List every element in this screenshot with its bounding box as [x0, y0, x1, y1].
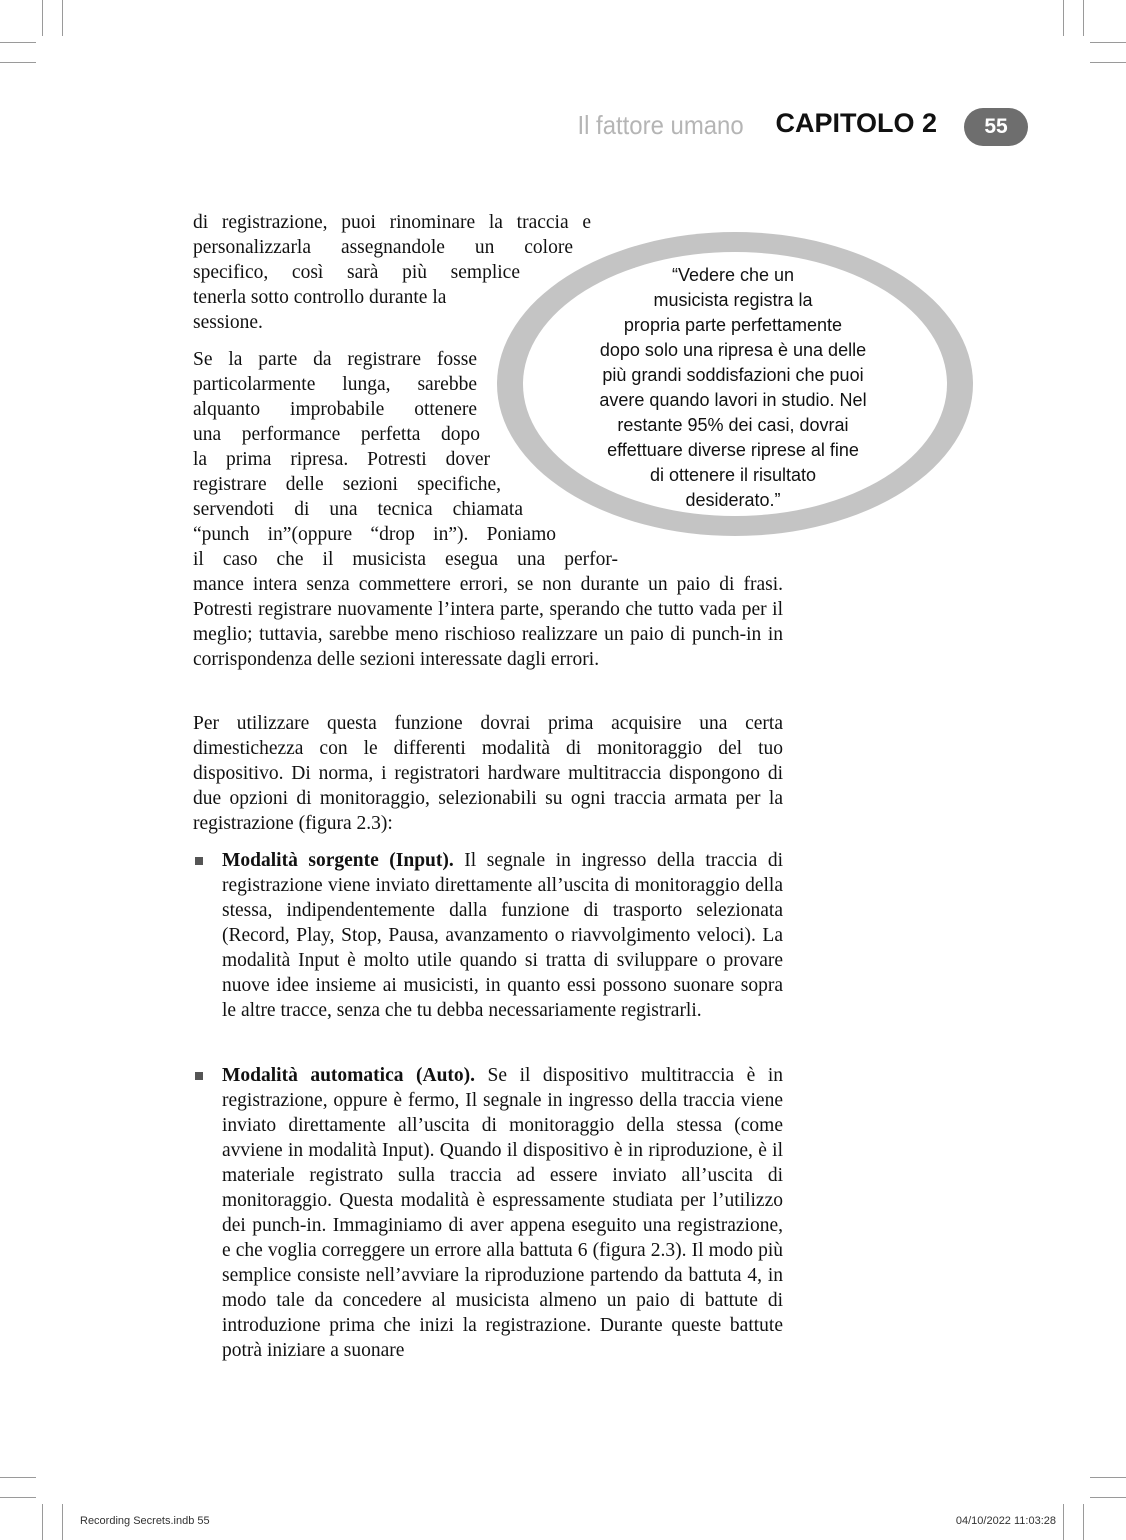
footer-slug-right: 04/10/2022 11:03:28	[955, 1515, 1056, 1527]
crop-mark	[1090, 1477, 1126, 1478]
crop-mark	[0, 1477, 36, 1478]
paragraph-line: tenerla sotto controllo durante la	[193, 287, 447, 308]
paragraph-continuation: mance intera senza commettere errori, se non durante un paio di frasi. Potresti registrare nuovamente l’intera parte, sperando che tutto vada per il meglio; tuttavia, sarebbe meno rischioso realizzare un paio di punch-in in corrispondenza delle sezioni interessate dagli errori.	[193, 574, 783, 670]
bullet-text: Se il dispositivo multitraccia è in registrazione, oppure è fermo, Il segnale in ingresso della traccia viene inviato direttamente all’uscita di monitoraggio della stessa (come avviene in modalità Input). Quando il dispositivo è in riproduzione, è il materiale registrato sulla traccia ad essere inviato all’uscita di monitoraggio. Questa modalità è espressamente studiata per l’utilizzo dei punch-in. Immaginiamo di aver appena eseguito una registrazione, e che voglia correggere un errore alla battuta 6 (figura 2.3). Il modo più semplice consiste nell’avviare la riproduzione partendo da battuta 4, in modo tale da concedere al musicista almeno un paio di battute di introduzione prima che inizi la registrazione. Durante queste battute potrà iniziare a suonare	[222, 1065, 783, 1361]
pull-quote-line: restante 95% dei casi, dovrai	[617, 415, 849, 435]
pull-quote-line: più grandi soddisfazioni che puoi	[602, 365, 864, 385]
paragraph-line: registrare delle sezioni specifiche,	[193, 474, 501, 495]
paragraph-line: il caso che il musicista esegua una perfor-	[193, 549, 618, 570]
pull-quote-line: musicista registra la	[653, 290, 813, 310]
running-header	[0, 108, 1030, 148]
crop-mark	[1090, 62, 1126, 63]
paragraph-line: la prima ripresa. Potresti dover	[193, 449, 490, 470]
pull-quote-line: “Vedere che un	[671, 265, 795, 285]
bullet-term: Modalità automatica (Auto).	[222, 1065, 476, 1086]
bullet-text: Il segnale in ingresso della traccia di registrazione viene inviato direttamente all’uscita di monitoraggio della stessa, indipendentemente dalla funzione di trasporto selezionata (Record, Play, Stop, Pausa, avanzamento o riavvolgimento veloci). La modalità Input è molto utile quando si tratta di sviluppare o provare nuove idee insieme ai musicisti, in quanto essi possono suonare sopra le altre tracce, senza che tu debba necessariamente registrarli.	[222, 850, 784, 1021]
crop-mark	[1063, 1504, 1064, 1540]
crop-mark	[1083, 1504, 1084, 1540]
crop-mark	[1063, 0, 1064, 36]
paragraph-line: di registrazione, puoi rinominare la traccia e	[193, 212, 591, 233]
paragraph: Per utilizzare questa funzione dovrai prima acquisire una certa dimestichezza con le differenti modalità di monitoraggio del tuo dispositivo. Di norma, i registratori hardware multitraccia dispongono di due opzioni di monitoraggio, selezionabili su ogni traccia armata per la registrazione (figura 2.3):	[193, 713, 783, 834]
page-number-badge: 55	[964, 108, 1028, 146]
crop-mark	[0, 42, 36, 43]
footer-slug-left: Recording Secrets.indb 55	[80, 1515, 210, 1527]
crop-mark	[1090, 1497, 1126, 1498]
paragraph-line: servendoti di una tecnica chiamata	[193, 499, 523, 520]
bullet-square-icon	[195, 857, 203, 865]
section-title: Il fattore umano	[577, 110, 744, 140]
bullet-item	[222, 848, 783, 1023]
paragraph-line: specifico, così sarà più semplice	[193, 262, 520, 283]
crop-mark	[1083, 0, 1084, 36]
pull-quote-line: propria parte perfettamente	[623, 315, 843, 335]
pull-quote-line: dopo solo una ripresa è una delle	[599, 340, 867, 360]
crop-mark	[62, 0, 63, 36]
paragraph-line: una performance perfetta dopo	[193, 424, 480, 445]
crop-mark	[42, 1504, 43, 1540]
paragraph-line: “punch in”(oppure “drop in”). Poniamo	[193, 524, 556, 545]
bullet-term: Modalità sorgente (Input).	[222, 850, 454, 871]
crop-mark	[62, 1504, 63, 1540]
paragraph-line: sessione.	[193, 312, 263, 333]
crop-mark	[0, 62, 36, 63]
bullet-square-icon	[195, 1072, 203, 1080]
pull-quote-line: avere quando lavori in studio. Nel	[599, 390, 867, 410]
crop-mark	[0, 1497, 36, 1498]
pull-quote	[560, 263, 906, 513]
pull-quote-line: desiderato.”	[685, 490, 781, 510]
crop-mark	[1090, 42, 1126, 43]
paragraph-line: alquanto improbabile ottenere	[193, 399, 477, 420]
chapter-label: CAPITOLO 2	[775, 108, 937, 138]
crop-mark	[42, 0, 43, 36]
paragraph-line: Se la parte da registrare fosse	[193, 349, 477, 370]
bullet-item	[222, 1063, 783, 1363]
pull-quote-line: di ottenere il risultato	[649, 465, 817, 485]
paragraph-line: particolarmente lunga, sarebbe	[193, 374, 477, 395]
paragraph-line: personalizzarla assegnandole un colore	[193, 237, 573, 258]
pull-quote-line: effettuare diverse riprese al fine	[607, 440, 859, 460]
